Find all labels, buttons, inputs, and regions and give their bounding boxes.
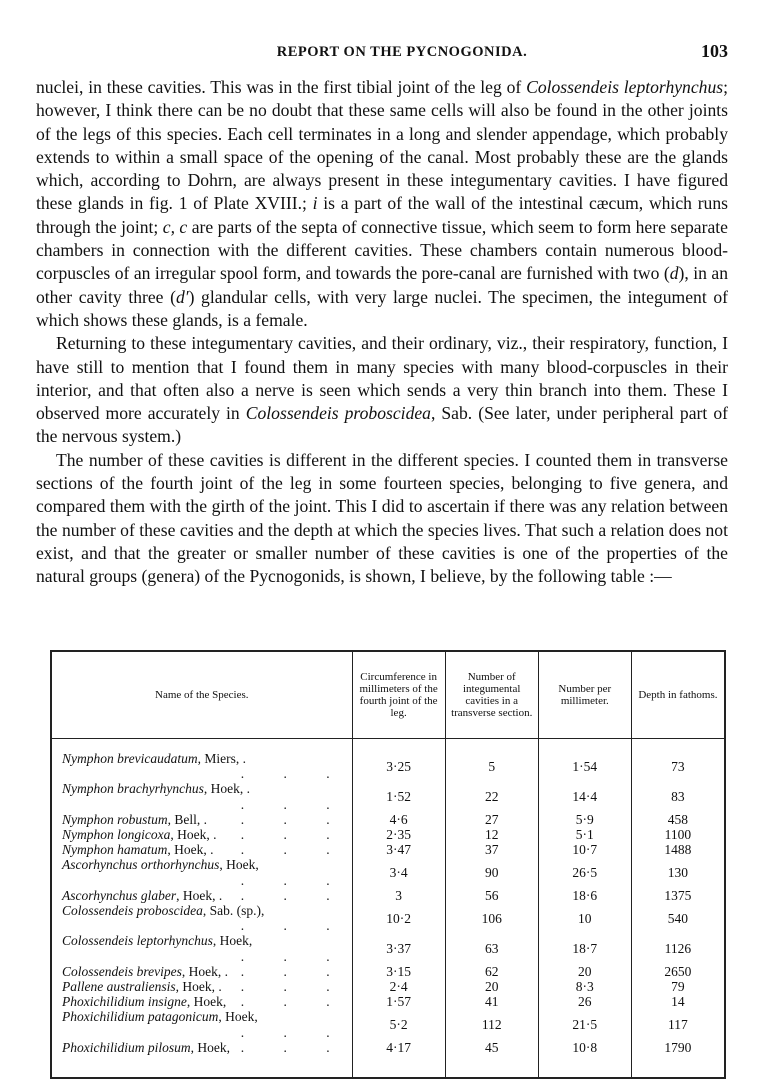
cavities-cell: 45 <box>445 1040 538 1055</box>
circumference-cell: 2·4 <box>352 979 445 994</box>
depth-cell: 14 <box>631 994 725 1009</box>
species-author: , Sab. (sp.), <box>202 903 265 919</box>
species-cell <box>51 842 352 857</box>
species-name: Colossendeis proboscidea <box>62 903 203 919</box>
per-mm-cell: 18·6 <box>538 888 631 903</box>
species-cell <box>51 903 352 933</box>
table-row <box>51 979 725 994</box>
per-mm-cell: 10·7 <box>538 842 631 857</box>
circumference-cell: 3·47 <box>352 842 445 857</box>
per-mm-cell: 5·1 <box>538 827 631 842</box>
depth-cell: 79 <box>631 979 725 994</box>
leader-dots: . . . <box>240 811 348 827</box>
leader-dots: . . . <box>240 796 348 812</box>
col-cavities: Number of integumental cavities in a transverse section. <box>445 651 538 739</box>
species-name: Nymphon longicoxa <box>62 827 171 843</box>
species-cell <box>51 781 352 811</box>
species-author: , Hoek, <box>218 1009 258 1025</box>
depth-cell: 1375 <box>631 888 725 903</box>
cavities-cell: 106 <box>445 903 538 933</box>
depth-cell: 1100 <box>631 827 725 842</box>
text-run: ) glandular cells, with very large nuclei. The specimen, the integument of which shows these glands, is a female. <box>36 286 728 330</box>
species-author: , Hoek, <box>212 933 253 949</box>
depth-cell: 1126 <box>631 933 725 963</box>
table-row <box>51 1009 725 1039</box>
table-row <box>51 781 725 811</box>
page-number: 103 <box>701 41 728 61</box>
italic-text: c, c <box>162 216 188 237</box>
circumference-cell: 1·52 <box>352 781 445 811</box>
leader-dots: . . . <box>240 994 348 1010</box>
circumference-cell: 4·17 <box>352 1040 445 1055</box>
per-mm-cell: 1·54 <box>538 739 631 782</box>
cavities-cell: 112 <box>445 1009 538 1039</box>
species-author: , Bell, . <box>167 811 208 827</box>
table-row <box>51 812 725 827</box>
species-name: Ascorhynchus orthorhynchus <box>62 857 220 873</box>
species-cell <box>51 933 352 963</box>
leader-dots: . . . <box>240 918 348 934</box>
species-cell <box>51 1009 352 1039</box>
species-cell <box>51 964 352 979</box>
species-name: Ascorhynchus glaber <box>62 887 177 903</box>
cavities-cell: 41 <box>445 994 538 1009</box>
table-row <box>51 994 725 1009</box>
species-author: , Miers, . <box>197 751 246 766</box>
circumference-cell: 2·35 <box>352 827 445 842</box>
leader-dots: . . . <box>240 872 348 888</box>
species-author: , Hoek, <box>186 994 227 1010</box>
col-per-mm: Number per millimeter. <box>538 651 631 739</box>
depth-cell: 2650 <box>631 964 725 979</box>
table-header-row <box>51 651 725 739</box>
species-author: , Hoek, . <box>175 979 222 995</box>
species-name: Colossendeis leptorhynchus <box>62 933 213 949</box>
leader-dots: . . . <box>240 963 348 979</box>
cavities-cell: 22 <box>445 781 538 811</box>
text-run: ; however, I think there can be no doubt that these same cells will also be found in the other joints of the legs of this species. Each cell terminates in a long and slender appendage, which probably extends to within a small space of the opening of the canal. Most probably these are the glands which, according to Dohrn, are always present in these integumentary cavities. I have figured these glands in fig. 1 of Plate XVIII.; <box>36 77 728 214</box>
col-species-name: Name of the Species. <box>51 651 352 739</box>
italic-text: d′ <box>175 286 189 307</box>
body-text <box>36 76 728 589</box>
per-mm-cell: 10·8 <box>538 1040 631 1055</box>
leader-dots: . . . <box>240 842 348 858</box>
species-name: Nymphon brachyrhynchus <box>62 781 204 797</box>
depth-cell: 458 <box>631 812 725 827</box>
cavities-cell: 63 <box>445 933 538 963</box>
circumference-cell: 3·15 <box>352 964 445 979</box>
leader-dots: . . . <box>240 1039 348 1055</box>
paragraph <box>36 449 728 589</box>
species-cell <box>51 812 352 827</box>
table-row <box>51 857 725 887</box>
table-row <box>51 827 725 842</box>
col-depth: Depth in fathoms. <box>631 651 725 739</box>
per-mm-cell: 26 <box>538 994 631 1009</box>
species-author: , Hoek, . <box>203 781 250 797</box>
text-run: The number of these cavities is different in the different species. I counted them in transverse sections of the fourth joint of the leg in some fourteen species, belonging to five genera, and compared them with the girth of the joint. This I did to ascertain if there was any relation between the number of these cavities and the depth at which the species lives. That such a relation does not exist, and that the greater or smaller number of these cavities is one of the properties of the natural groups (genera) of the Pycnogonids, is shown, I believe, by the following table :— <box>36 449 728 587</box>
depth-cell: 83 <box>631 781 725 811</box>
species-name: Pallene australiensis <box>62 979 176 995</box>
species-cell <box>51 979 352 994</box>
per-mm-cell: 8·3 <box>538 979 631 994</box>
cavities-cell: 5 <box>445 739 538 782</box>
text-run: Returning to these integumentary cavities, and their ordinary, viz., their respiratory, function, I have still to mention that I found them in many species with many blood-corpuscles in their interior, and that often also a nerve is seen which sends a very thin branch into them. These I observed more accurately in <box>36 333 728 424</box>
paragraph <box>36 332 728 448</box>
species-cell <box>51 827 352 842</box>
leader-dots: . . . <box>240 827 348 843</box>
species-cell <box>51 739 352 782</box>
circumference-cell: 3·37 <box>352 933 445 963</box>
italic-text: d <box>669 263 679 284</box>
cavities-cell: 90 <box>445 857 538 887</box>
table-row <box>51 842 725 857</box>
paragraph <box>36 76 728 332</box>
running-title: REPORT ON THE PYCNOGONIDA. <box>276 44 528 60</box>
species-author: , Hoek, . <box>181 963 228 979</box>
species-cell <box>51 994 352 1009</box>
per-mm-cell: 10 <box>538 903 631 933</box>
leader-dots: . . . <box>240 1024 348 1040</box>
text-run: , Sab. (See later, under peripheral part of the nervous system.) <box>36 403 728 447</box>
species-author: , Hoek, . <box>176 887 223 903</box>
table-row <box>51 903 725 933</box>
depth-cell: 130 <box>631 857 725 887</box>
species-name: Nymphon hamatum <box>62 842 168 858</box>
table-row <box>51 964 725 979</box>
cavities-cell: 56 <box>445 888 538 903</box>
species-cell <box>51 888 352 903</box>
depth-cell: 1790 <box>631 1040 725 1055</box>
depth-cell: 73 <box>631 739 725 782</box>
species-name: Colossendeis brevipes <box>62 963 182 979</box>
italic-text: Colossendeis leptorhynchus <box>526 77 724 97</box>
cavities-cell: 20 <box>445 979 538 994</box>
table-row <box>51 888 725 903</box>
circumference-cell: 3·25 <box>352 739 445 782</box>
table-row <box>51 739 725 782</box>
italic-text: Colossendeis proboscidea <box>245 403 431 424</box>
circumference-cell: 4·6 <box>352 812 445 827</box>
leader-dots: . . . <box>240 948 348 964</box>
cavities-cell: 12 <box>445 827 538 842</box>
circumference-cell: 3 <box>352 888 445 903</box>
species-author: , Hoek, <box>190 1039 230 1055</box>
species-name: Nymphon robustum <box>62 811 168 827</box>
text-run: is a part of the wall of the intestinal cæcum, which runs through the joint; <box>36 193 728 237</box>
cavities-cell: 27 <box>445 812 538 827</box>
depth-cell: 117 <box>631 1009 725 1039</box>
table-row <box>51 1040 725 1055</box>
per-mm-cell: 14·4 <box>538 781 631 811</box>
text-run: ), in an other cavity three ( <box>36 263 728 307</box>
italic-text: i <box>312 193 318 214</box>
cavities-cell: 62 <box>445 964 538 979</box>
cavities-cell: 37 <box>445 842 538 857</box>
per-mm-cell: 5·9 <box>538 812 631 827</box>
depth-cell: 540 <box>631 903 725 933</box>
leader-dots: . . . <box>240 979 348 995</box>
per-mm-cell: 21·5 <box>538 1009 631 1039</box>
circumference-cell: 5·2 <box>352 1009 445 1039</box>
per-mm-cell: 26·5 <box>538 857 631 887</box>
text-run: nuclei, in these cavities. This was in the first tibial joint of the leg of <box>36 77 527 97</box>
leader-dots: . . . <box>240 887 348 903</box>
species-author: , Hoek, <box>219 857 259 873</box>
col-circumference: Circumference in millimeters of the fourth joint of the leg. <box>352 651 445 739</box>
species-author: , Hoek, . <box>170 827 217 843</box>
leader-dots: . . . <box>240 766 348 782</box>
circumference-cell: 1·57 <box>352 994 445 1009</box>
species-name: Phoxichilidium insigne <box>62 994 187 1010</box>
species-table <box>50 650 726 1079</box>
text-run: are parts of the septa of connective tissue, which seem to form here separate chambers in connection with the different cavities. These chambers contain numerous blood-corpuscles of an irregular spool form, and towards the pore-canal are furnished with two ( <box>36 216 728 284</box>
per-mm-cell: 20 <box>538 964 631 979</box>
table-row <box>51 933 725 963</box>
per-mm-cell: 18·7 <box>538 933 631 963</box>
species-name: Nymphon brevicaudatum <box>62 751 198 766</box>
circumference-cell: 10·2 <box>352 903 445 933</box>
depth-cell: 1488 <box>631 842 725 857</box>
table-bottom-spacer <box>51 1055 725 1078</box>
circumference-cell: 3·4 <box>352 857 445 887</box>
species-cell <box>51 1040 352 1055</box>
page-header <box>36 41 728 66</box>
species-name: Phoxichilidium patagonicum <box>62 1009 219 1025</box>
species-cell <box>51 857 352 887</box>
species-author: , Hoek, . <box>167 842 214 858</box>
species-name: Phoxichilidium pilosum <box>62 1039 191 1055</box>
